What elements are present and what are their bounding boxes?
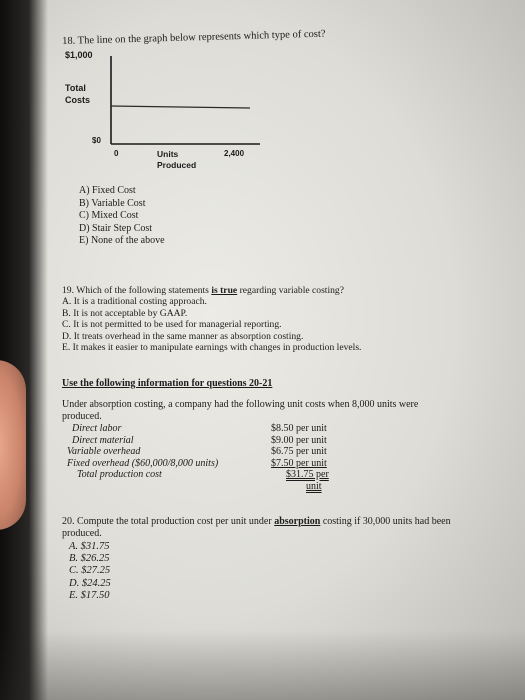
question-18-title: [62, 29, 326, 47]
graph-axes: [100, 48, 270, 148]
info-intro-line-1: Under absorption costing, a company had the following unit costs when 8,000 units were: [62, 399, 419, 410]
x-axis-title-line-1: Units: [157, 149, 179, 159]
unit-cost-labels: [67, 423, 218, 481]
fixed-overhead-label: Fixed overhead ($60,000/8,000 units): [67, 457, 219, 469]
total-production-cost-value: $31.75 per: [286, 469, 329, 481]
unit-cost-values: [271, 423, 329, 493]
question-20-title-line-2: produced.: [62, 527, 102, 539]
q18-option-d[interactable]: D) Stair Step Cost: [79, 222, 153, 234]
info-intro-line-2: produced.: [62, 410, 102, 422]
q20-option-b[interactable]: B. $26.25: [69, 553, 110, 565]
x-axis-title: [157, 149, 196, 171]
question-19: [62, 285, 361, 353]
dark-left-edge: [0, 0, 48, 700]
bottom-shadow: [0, 630, 525, 700]
thumb-holding-paper: [0, 360, 26, 530]
q19-option-b[interactable]: B. It is not acceptable by GAAP.: [62, 307, 188, 319]
question-18-number: 18.: [62, 35, 76, 47]
question-20: [62, 516, 451, 540]
fixed-overhead-value: $7.50 per unit: [271, 457, 327, 469]
y-axis-top-label: $1,000: [65, 50, 93, 60]
question-20-title: 20. Compute the total production cost per unit under absorption costing if 30,000 units had been: [62, 516, 451, 527]
question-20-emphasis: absorption: [274, 516, 321, 527]
fixed-cost-line: [111, 106, 250, 108]
q18-option-c[interactable]: C) Mixed Cost: [79, 210, 139, 222]
q19-option-c[interactable]: C. It is not permitted to be used for managerial reporting.: [62, 319, 282, 331]
info-intro: [62, 399, 418, 422]
total-production-cost-label: Total production cost: [77, 469, 162, 481]
q18-option-a[interactable]: A) Fixed Cost: [79, 185, 136, 196]
question-18-options: [79, 185, 165, 248]
variable-overhead-label: Variable overhead: [67, 446, 141, 458]
variable-overhead-value: $6.75 per unit: [271, 446, 327, 458]
question-20-options: [69, 541, 111, 602]
x-axis-max-label: 2,400: [224, 149, 245, 158]
direct-material-value: $9.00 per unit: [271, 434, 327, 446]
info-heading: Use the following information for questions 20-21: [62, 378, 273, 389]
q19-option-a[interactable]: A. It is a traditional costing approach.: [62, 296, 207, 308]
q19-option-d[interactable]: D. It treats overhead in the same manner as absorption costing.: [62, 330, 304, 342]
y-axis-title-line-1: Total: [65, 83, 86, 93]
q18-option-e[interactable]: E) None of the above: [79, 235, 165, 247]
direct-material-label: Direct material: [72, 434, 134, 446]
x-axis-title-line-2: Produced: [157, 160, 197, 170]
q19-option-e[interactable]: E. It makes it easier to manipulate earnings with changes in production levels.: [62, 342, 362, 354]
q18-option-b[interactable]: B) Variable Cost: [79, 197, 146, 209]
y-axis-title: [65, 82, 90, 106]
q20-option-e[interactable]: E. $17.50: [69, 589, 110, 601]
y-axis-zero-label: $0: [92, 136, 101, 145]
direct-labor-label: Direct labor: [72, 423, 122, 434]
direct-labor-value: $8.50 per unit: [271, 423, 327, 434]
total-production-cost-unit: unit: [306, 480, 322, 492]
question-19-emphasis: is true: [211, 285, 238, 296]
x-axis-zero-label: 0: [114, 149, 119, 158]
question-19-title: 19. Which of the following statements is true regarding variable costing?: [62, 285, 344, 296]
y-axis-title-line-2: Costs: [65, 95, 91, 105]
q20-option-d[interactable]: D. $24.25: [69, 577, 111, 589]
question-18-text: The line on the graph below represents which type of cost?: [77, 28, 326, 47]
q20-option-c[interactable]: C. $27.25: [69, 565, 111, 577]
q20-option-a[interactable]: A. $31.75: [69, 541, 110, 552]
